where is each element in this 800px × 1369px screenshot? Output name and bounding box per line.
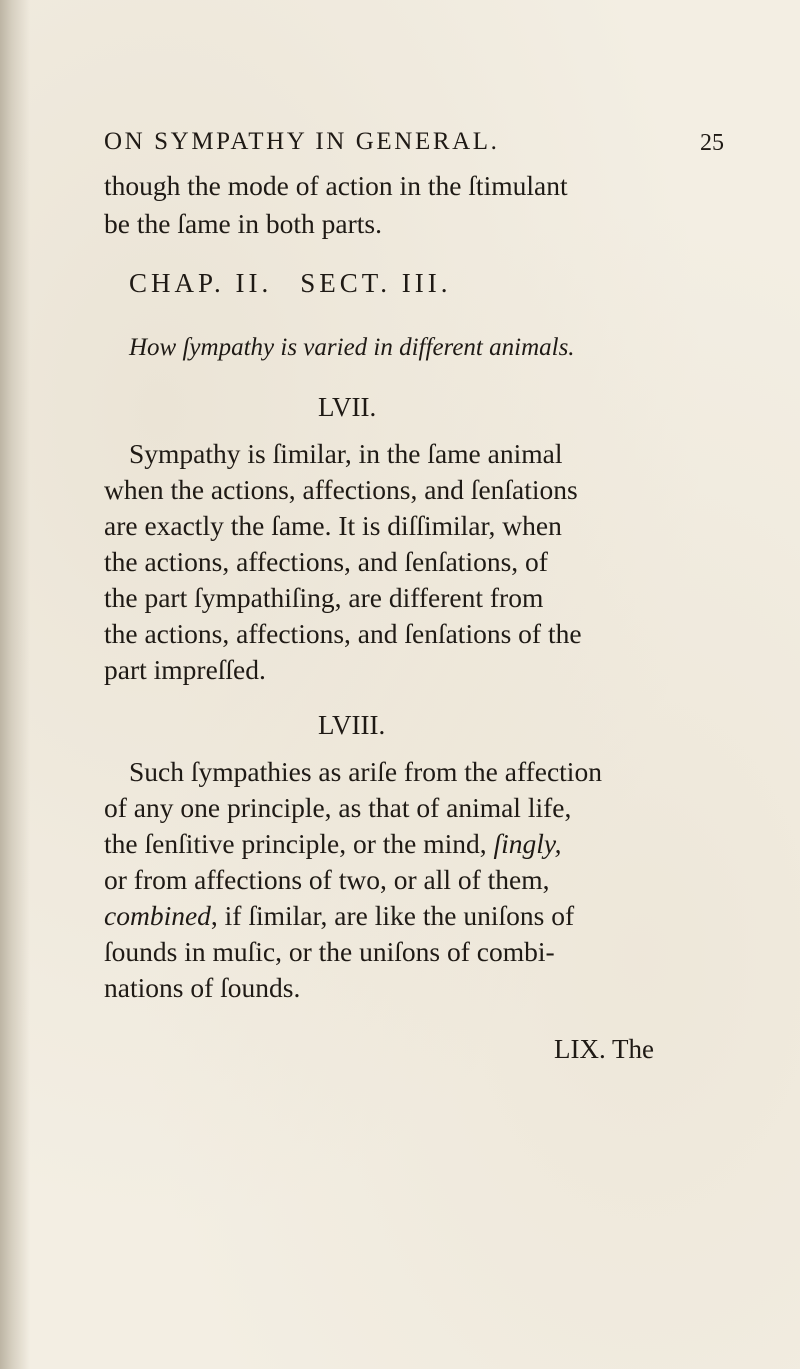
running-title: ON SYMPATHY IN GENERAL. xyxy=(104,128,500,155)
catchword: LIX. The xyxy=(554,1034,654,1064)
text-line: the actions, affections, and ſenſations, of xyxy=(104,546,548,577)
italic-word: combined xyxy=(104,900,211,931)
text-line: or from affections of two, or all of them, xyxy=(104,864,550,895)
text-line xyxy=(104,898,574,934)
text-line: are exactly the ſame. It is diſſimilar, when xyxy=(104,510,562,541)
text-line: Sympathy is ſimilar, in the ſame animal xyxy=(129,438,563,469)
text-line xyxy=(104,826,562,862)
text-line: nations of ſounds. xyxy=(104,972,301,1003)
text-line: the part ſympathiſing, are different from xyxy=(104,582,544,613)
paragraph-numeral: LVIII. xyxy=(318,710,386,740)
text-span: , if ſimilar, are like the uniſons of xyxy=(210,900,575,931)
chapter-label: CHAP. II. xyxy=(129,268,273,298)
text-line: when the actions, affections, and ſenſations xyxy=(104,474,578,505)
text-span: the ſenſitive principle, or the mind, xyxy=(104,828,487,859)
running-head xyxy=(104,128,724,168)
text-line: of any one principle, as that of animal life, xyxy=(104,792,572,823)
text-line: though the mode of action in the ſtimulant xyxy=(104,170,568,201)
paragraph-numeral: LVII. xyxy=(318,392,377,422)
page-number: 25 xyxy=(700,130,724,156)
section-title: How ſympathy is varied in different animals. xyxy=(129,334,575,361)
section-label: SECT. III. xyxy=(300,268,452,298)
text-line: ſounds in muſic, or the uniſons of combi- xyxy=(104,936,555,967)
text-line: Such ſympathies as ariſe from the affection xyxy=(129,756,602,787)
italic-word: ſingly, xyxy=(493,828,562,859)
text-line: the actions, affections, and ſenſations of the xyxy=(104,618,582,649)
chapter-heading xyxy=(129,268,452,299)
text-line: be the ſame in both parts. xyxy=(104,208,382,239)
text-line: part impreſſed. xyxy=(104,654,266,685)
